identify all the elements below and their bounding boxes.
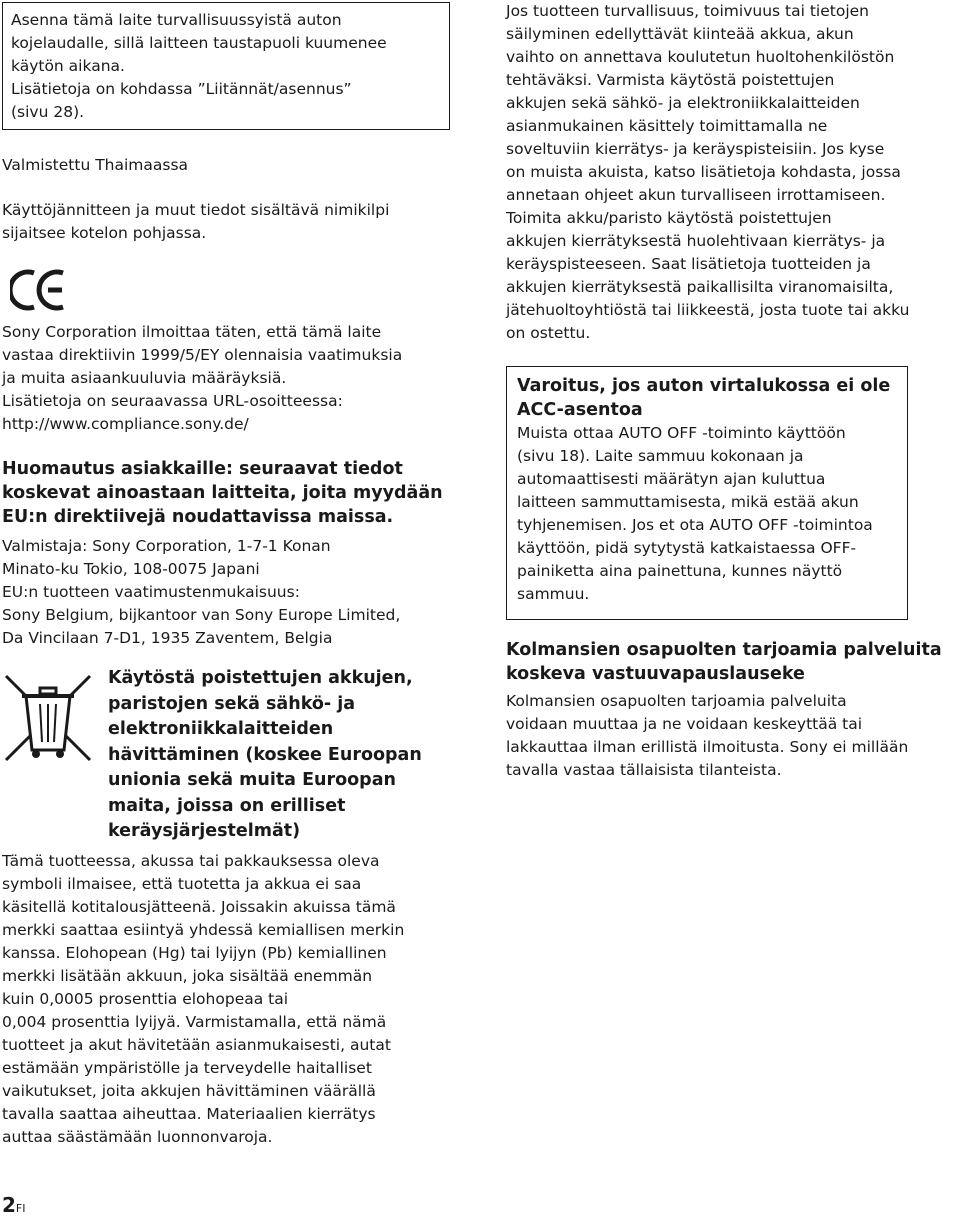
- disposal-text: Tämä tuotteessa, akussa tai pakkauksessa oleva symboli ilmaisee, että tuotetta ja akkua ei saa käsitellä kotitalousjätteenä. Joissakin akuissa tämä merkki saattaa esiintyä yhdessä kemiallisen merkin kanssa. Elohopean (Hg) tai lyijyn (Pb) kemiallinen merkki lisätään akkuun, joka sisältää enemmän kuin 0,0005 prosenttia elohopeaa tai 0,004 prosenttia lyijyä. Varmistamalla, että nämä tuotteet ja akut hävitetään asianmukaisesti, autat estämään ympäristölle ja terveydelle haitalliset vaikutukset, joita akkujen hävittäminen väärällä tavalla saattaa aiheuttaa. Materiaalien kierrätys auttaa säästämään luonnonvaroja.: [2, 852, 405, 1146]
- safety-line: kojelaudalle, sillä laitteen taustapuoli kuumenee: [11, 34, 387, 52]
- manufacturer-info: Valmistaja: Sony Corporation, 1-7-1 Konan Minato-ku Tokio, 108-0075 Japani EU:n tuotteen vaatimustenmukaisuus: Sony Belgium, bijkantoor van Sony Europe Limited, Da Vincilaan 7-D1, 1935 Zaventem, Belgia: [2, 537, 401, 647]
- compliance-url: http://www.compliance.sony.de/: [2, 415, 249, 433]
- page-footer: [2, 1194, 26, 1220]
- safety-line: käytön aikana.: [11, 57, 125, 75]
- third-party-heading: Kolmansien osapuolten tarjoamia palveluita koskeva vastuuvapauslauseke: [506, 640, 942, 684]
- safety-line: (sivu 28).: [11, 103, 85, 121]
- battery-text: Jos tuotteen turvallisuus, toimivuus tai tietojen säilyminen edellyttävät kiinteää akkua, akun vaihto on annettava koulutetun huoltohenkilöstön tehtäväksi. Varmista käytöstä poistettujen akkujen sekä sähkö- ja elektroniikkalaitteiden asianmukainen käsittely toimittamalla ne soveltuviin kierrätys- ja keräyspisteisiin. Jos kyse on muista akuista, katso lisätietoja kohdasta, jossa annetaan ohjeet akun turvalliseen irrottamiseen. Toimita akku/paristo käytöstä poistettujen akkujen kierrätyksestä huolehtivaan kierrätys- ja keräyspisteeseen. Saat lisätietoja tuotteiden ja akkujen kierrätyksestä paikallisilta viranomaisilta, jätehuoltoyhtiöstä tai liikkeestä, josta tuote tai akku on ostettu.: [506, 2, 910, 342]
- safety-line: Lisätietoja on kohdassa ”Liitännät/asennus”: [11, 80, 352, 98]
- page-number: 2: [2, 1193, 16, 1217]
- made-in-text: Valmistettu Thaimaassa: [2, 156, 189, 174]
- eu-notice-heading: Huomautus asiakkaille: seuraavat tiedot koskevat ainoastaan laitteita, joita myydään EU:n direktiivejä noudattavissa maissa.: [2, 459, 443, 527]
- ce-mark-icon: [10, 268, 68, 319]
- language-suffix: FI: [15, 1202, 26, 1215]
- voltage-info: Käyttöjännitteen ja muut tiedot sisältävä nimikilpi sijaitsee kotelon pohjassa.: [2, 201, 390, 242]
- third-party-text: Kolmansien osapuolten tarjoamia palveluita voidaan muuttaa ja ne voidaan keskeyttää tai lakkauttaa ilman erillistä ilmoitusta. Sony ei millään tavalla vastaa tällaisista tilanteista.: [506, 692, 909, 779]
- disposal-heading: Käytöstä poistettujen akkujen, paristojen sekä sähkö- ja elektroniikkalaitteiden hävittäminen (koskee Euroopan unionia sekä muita Euroopan maita, joissa on erilliset keräysjärjestelmät): [108, 668, 422, 841]
- acc-warning-text: Muista ottaa AUTO OFF -toiminto käyttöön (sivu 18). Laite sammuu kokonaan ja automaattisesti määrätyn ajan kuluttua laitteen sammuttamisesta, mikä estää akun tyhjenemisen. Jos et ota AUTO OFF -toimintoa käyttöön, pidä sytytystä katkaistaessa OFF- painiketta aina painettuna, kunnes näyttö sammuu.: [517, 424, 873, 603]
- crossed-bin-icon: [0, 670, 96, 773]
- acc-warning-heading: Varoitus, jos auton virtalukossa ei ole ACC-asentoa: [517, 376, 891, 420]
- acc-warning-box: [506, 366, 908, 620]
- safety-line: Asenna tämä laite turvallisuussyistä auton: [11, 11, 342, 29]
- safety-notice-box: [2, 2, 450, 130]
- declaration-text: Sony Corporation ilmoittaa täten, että tämä laite vastaa direktiivin 1999/5/EY olennaisia vaatimuksia ja muita asiaankuuluvia määräyksiä. Lisätietoja on seuraavassa URL-osoitteessa: http://www.compliance.sony.de/: [2, 321, 402, 436]
